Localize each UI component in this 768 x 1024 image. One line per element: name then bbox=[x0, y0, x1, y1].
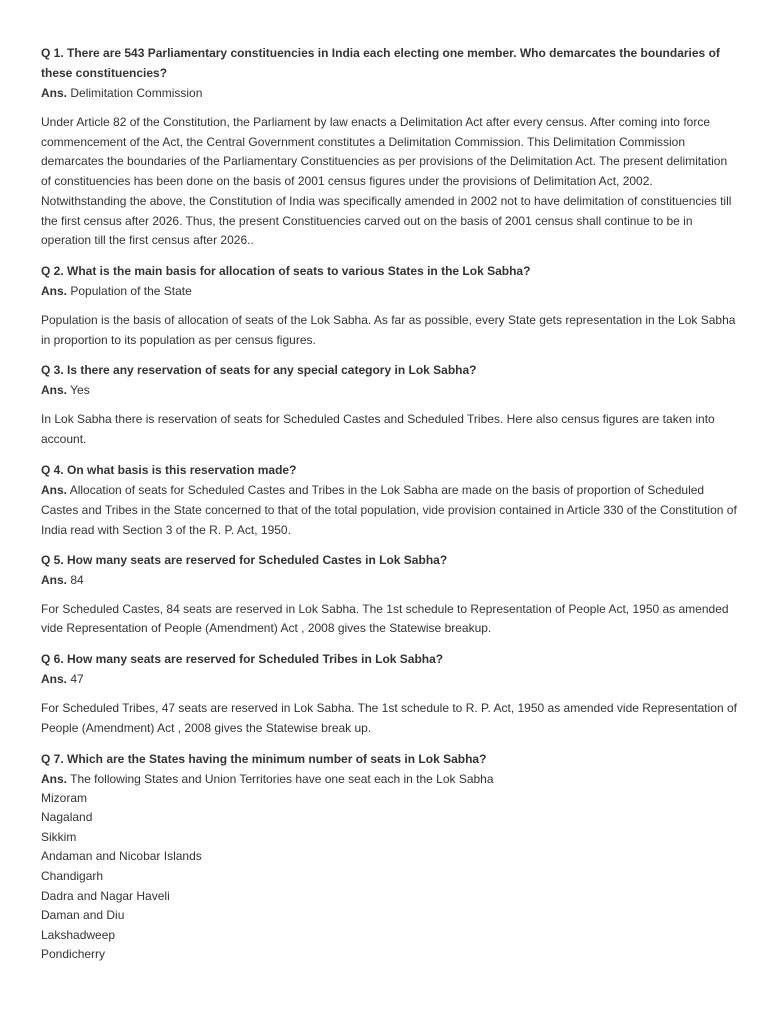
answer-text: The following States and Union Territories have one seat each in the Lok Sabha bbox=[70, 771, 494, 786]
list-item: Mizoram bbox=[41, 790, 88, 805]
answer-label: Ans. bbox=[41, 572, 68, 587]
question-5: Q 5. How many seats are reserved for Scheduled Castes in Lok Sabha? bbox=[41, 552, 448, 567]
explanation-6: For Scheduled Tribes, 47 seats are reserved in Lok Sabha. The 1st schedule to R. P. Act, 1950 as amended vide Representation of People (Amendment) Act , 2008 gives the Statewise break up. bbox=[41, 701, 737, 735]
question-2: Q 2. What is the main basis for allocation of seats to various States in the Lok Sabha? bbox=[41, 263, 531, 278]
answer-2 bbox=[41, 281, 738, 301]
explanation-1: Under Article 82 of the Constitution, the Parliament by law enacts a Delimitation Act after every census. After coming into force commencement of the Act, the Central Government constitutes a Delimitation Commission. This Delimitation Commission demarcates the boundaries of the Parliamentary Constituencies as per provisions of the Delimitation Act. The present delimitation of constituencies has been done on the basis of 2001 census figures under the provisions of Delimitation Act, 2002. Notwithstanding the above, the Constitution of India was specifically amended in 2002 not to have delimitation of constituencies till the first census after 2026. Thus, the present Constituencies carved out on the basis of 2001 census shall continue to be in operation till the first census after 2026.. bbox=[41, 115, 732, 248]
qa-item-6 bbox=[41, 649, 738, 738]
list-item: Chandigarh bbox=[41, 868, 104, 883]
answer-text: Delimitation Commission bbox=[70, 86, 203, 100]
question-1: Q 1. There are 543 Parliamentary constituencies in India each electing one member. Who demarcates the boundaries of these constituencies? bbox=[41, 46, 720, 80]
question-4: Q 4. On what basis is this reservation made? bbox=[41, 462, 297, 477]
answer-1 bbox=[41, 83, 738, 103]
answer-text: Population of the State bbox=[70, 283, 192, 298]
question-6: Q 6. How many seats are reserved for Scheduled Tribes in Lok Sabha? bbox=[41, 652, 444, 667]
answer-6 bbox=[41, 669, 738, 689]
state-list bbox=[41, 789, 738, 965]
answer-label: Ans. bbox=[41, 86, 68, 100]
answer-label: Ans. bbox=[41, 771, 68, 786]
answer-3 bbox=[41, 380, 738, 400]
qa-item-5 bbox=[41, 550, 738, 639]
qa-item-1 bbox=[41, 43, 738, 251]
list-item: Nagaland bbox=[41, 810, 93, 825]
list-item: Andaman and Nicobar Islands bbox=[41, 849, 202, 864]
answer-label: Ans. bbox=[41, 383, 68, 398]
answer-text: Allocation of seats for Scheduled Castes and Tribes in the Lok Sabha are made on the basis of proportion of Scheduled Castes and Tribes in the State concerned to that of the total population, vide provision contained in Article 330 of the Constitution of India read with Section 3 of the R. P. Act, 1950. bbox=[41, 482, 737, 537]
explanation-3: In Lok Sabha there is reservation of seats for Scheduled Castes and Scheduled Tribes. Here also census figures are taken into account. bbox=[41, 412, 715, 447]
qa-item-7 bbox=[41, 749, 738, 965]
answer-label: Ans. bbox=[41, 482, 68, 497]
qa-item-3 bbox=[41, 360, 738, 449]
list-item: Sikkim bbox=[41, 829, 77, 844]
answer-7 bbox=[41, 769, 738, 789]
explanation-5: For Scheduled Castes, 84 seats are reserved in Lok Sabha. The 1st schedule to Representation of People Act, 1950 as amended vide Representation of People (Amendment) Act , 2008 gives the Statewise breakup. bbox=[41, 601, 729, 636]
list-item: Lakshadweep bbox=[41, 927, 116, 942]
answer-text: Yes bbox=[70, 383, 90, 398]
answer-text: 84 bbox=[70, 572, 84, 587]
list-item: Pondicherry bbox=[41, 947, 106, 962]
qa-item-4 bbox=[41, 460, 738, 540]
answer-text: 47 bbox=[70, 672, 84, 687]
question-7: Q 7. Which are the States having the minimum number of seats in Lok Sabha? bbox=[41, 751, 487, 766]
answer-4 bbox=[41, 480, 738, 540]
question-3: Q 3. Is there any reservation of seats for any special category in Lok Sabha? bbox=[41, 363, 477, 378]
answer-label: Ans. bbox=[41, 672, 68, 687]
answer-5 bbox=[41, 570, 738, 590]
list-item: Daman and Diu bbox=[41, 908, 125, 923]
answer-label: Ans. bbox=[41, 283, 68, 298]
explanation-2: Population is the basis of allocation of seats of the Lok Sabha. As far as possible, every State gets representation in the Lok Sabha in proportion to its population as per census figures. bbox=[41, 312, 736, 347]
qa-item-2 bbox=[41, 261, 738, 350]
list-item: Dadra and Nagar Haveli bbox=[41, 888, 170, 903]
